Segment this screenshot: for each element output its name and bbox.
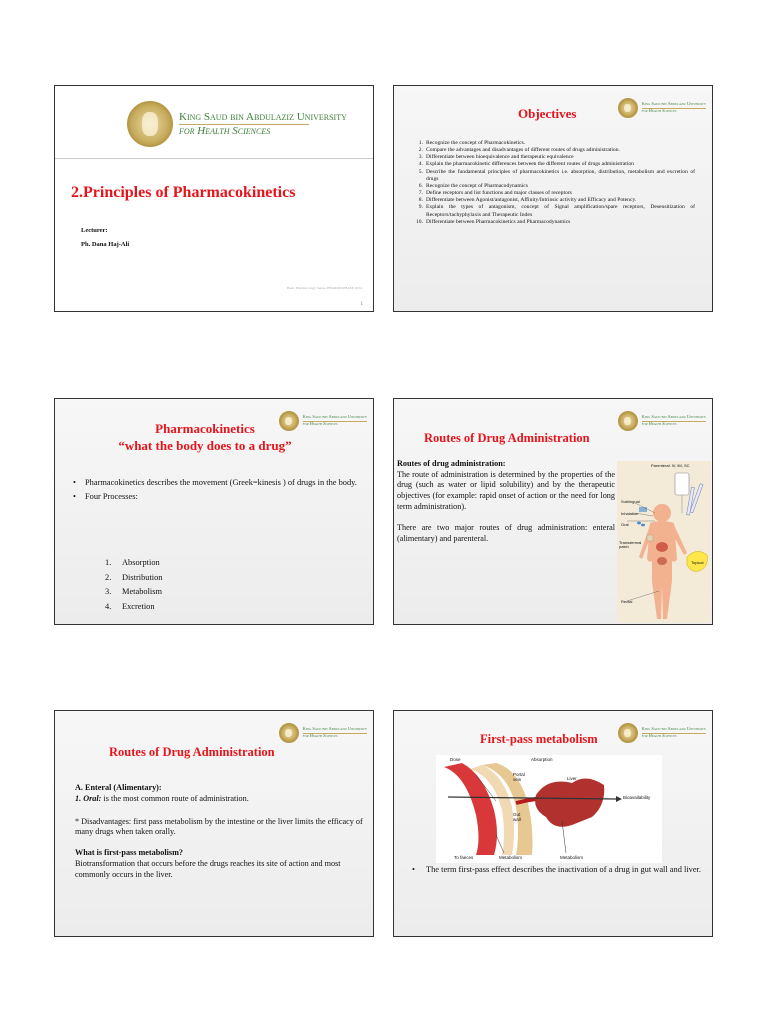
figure-label: Metabolism	[499, 855, 523, 860]
slide-first-pass	[393, 710, 713, 937]
list-item: 5. Describe the fundamental principles of pharmacokinetics i.e. absorption, distribution, metabolism and excretion of drugs	[418, 168, 695, 182]
slide-footer: Basic Pharmacology Series. PHARMD PHASE 2014	[287, 286, 362, 290]
bullet-list	[412, 865, 704, 876]
paragraph: There are two major routes of drug administration: enteral (alimentary) and parenteral.	[397, 523, 615, 543]
figure-label: Absorption	[531, 757, 553, 762]
slide-routes-2	[54, 710, 374, 937]
university-seal-icon	[618, 723, 638, 743]
list-item: • Four Processes:	[73, 492, 138, 502]
slide-heading: Routes of Drug Administration	[109, 745, 275, 759]
first-pass-figure	[436, 755, 662, 863]
list-item: 4. Excretion	[105, 602, 155, 612]
routes-figure	[617, 461, 711, 623]
figure-label: Transdermal patch	[619, 540, 642, 550]
figure-label: Metabolism	[560, 855, 584, 860]
bullet-icon: •	[73, 492, 76, 502]
list-item: 8. Differentiate between Agonist/antagonist, Affinity/Intrinsic activity and Efficacy and Potency.	[418, 197, 637, 204]
bullet-list	[73, 477, 363, 612]
slide-objectives	[393, 85, 713, 312]
paragraph: The route of administration is determined by the properties of the drug (such as water or lipid solubility) and by the therapeutic objectives (for example: rapid onset of action or the need for long term administration).	[397, 469, 615, 511]
university-logo: King Saud bin Abdulaziz University for Health Sciences	[618, 98, 706, 118]
figure-label: Topical	[691, 560, 704, 565]
list-item: 2. Compare the advantages and disadvantages of different routes of drugs administration.	[418, 147, 620, 154]
list-item: • Pharmacokinetics describes the movement (Greek=kinesis ) of drugs in the body.	[73, 478, 357, 487]
lecturer-name: Ph. Dana Haj-Ali	[81, 240, 130, 248]
university-logo: King Saud bin Abdulaziz University for Health Sciences	[618, 411, 706, 431]
university-logo	[127, 101, 347, 147]
paragraph: * Disadvantages: first pass metabolism by the intestine or the liver limits the efficacy of many drugs when taken orally.	[75, 816, 363, 837]
list-item: 3. Metabolism	[105, 587, 163, 597]
slide-body	[75, 783, 363, 881]
page-number: 1	[360, 302, 363, 307]
list-item: 7. Define receptors and list functions and major classes of receptors	[418, 190, 572, 197]
university-seal-icon	[279, 723, 299, 743]
figure-label: Liver	[567, 776, 577, 781]
university-name: King Saud bin Abdulaziz University	[179, 110, 347, 123]
slide-heading: Objectives	[518, 106, 577, 121]
figure-label: Rectal	[621, 599, 633, 604]
list-item: 3. Differentiate between bioequivalence and therapeutic equivalence	[418, 154, 574, 161]
figure-label: Portal vein	[513, 772, 525, 782]
figure-label: Gut wall	[513, 812, 521, 822]
slide-heading: Routes of Drug Administration	[424, 431, 590, 445]
list-item: • The term first-pass effect describes the inactivation of a drug in gut wall and liver.	[412, 865, 701, 874]
figure-label: Dose	[450, 757, 461, 762]
slide-pharmacokinetics	[54, 398, 374, 625]
figure-label: Oral	[621, 522, 629, 527]
university-logo: King Saud bin Abdulaziz University for Health Sciences	[618, 723, 706, 743]
slide-header	[55, 86, 373, 159]
slide-title	[54, 85, 374, 312]
section-heading: Routes of drug administration:	[397, 459, 506, 468]
section-heading: A. Enteral (Alimentary):	[75, 783, 162, 792]
university-seal-icon	[618, 411, 638, 431]
list-item: 2. Distribution	[105, 572, 163, 582]
question: What is first-pass metabolism?	[75, 848, 184, 858]
university-logo: King Saud bin Abdulaziz University for Health Sciences	[279, 723, 367, 743]
page-title: 2.Principles of Pharmacokinetics	[71, 184, 296, 201]
list-item: 4. Explain the pharmacokinetic differences between the different routes of drugs administration	[418, 161, 634, 168]
bullet-icon: •	[412, 865, 415, 874]
list-item: 1. Recognize the concept of Pharmacokinetics.	[418, 140, 526, 146]
paragraph: Biotransformation that occurs before the drugs reaches its site of action and most commonly occurs in the liver.	[75, 859, 341, 879]
list-item: 9. Explain the types of antagonism, concept of Signal amplification/spare receptors, Desensitization of Receptors/tachyphylaxis and Therapeutic Index	[418, 204, 695, 218]
lecturer-label: Lecturer:	[81, 227, 108, 234]
list-item: 10. Differentiate between Pharmacokinetics and Pharmacodynamics	[416, 218, 571, 225]
university-subtitle: for Health Sciences	[179, 125, 271, 137]
slide-heading: Pharmacokinetics “what the body does to a drug”	[118, 421, 292, 453]
list-item: 6. Recognize the concept of Pharmacodynamics	[418, 182, 528, 189]
bullet-icon: •	[73, 478, 76, 487]
figure-label: To faeces	[454, 855, 474, 860]
process-list	[105, 556, 374, 615]
list-item: 1. Absorption	[105, 558, 160, 567]
figure-label: Bioavailability	[623, 795, 651, 800]
slide-routes-1	[393, 398, 713, 625]
paragraph: 1. Oral: is the most common route of administration.	[75, 793, 249, 803]
figure-label: Parenteral: IV, IM, SC	[651, 463, 690, 468]
objectives-list	[411, 140, 695, 226]
university-seal-icon	[618, 98, 638, 118]
university-logo: King Saud bin Abdulaziz University for Health Sciences	[279, 411, 367, 431]
university-seal-icon	[127, 101, 173, 147]
slide-heading: First-pass metabolism	[480, 732, 598, 746]
figure-label: Sublingual	[621, 499, 640, 504]
slide-body	[397, 459, 615, 545]
figure-label: Inhalation	[621, 511, 639, 516]
